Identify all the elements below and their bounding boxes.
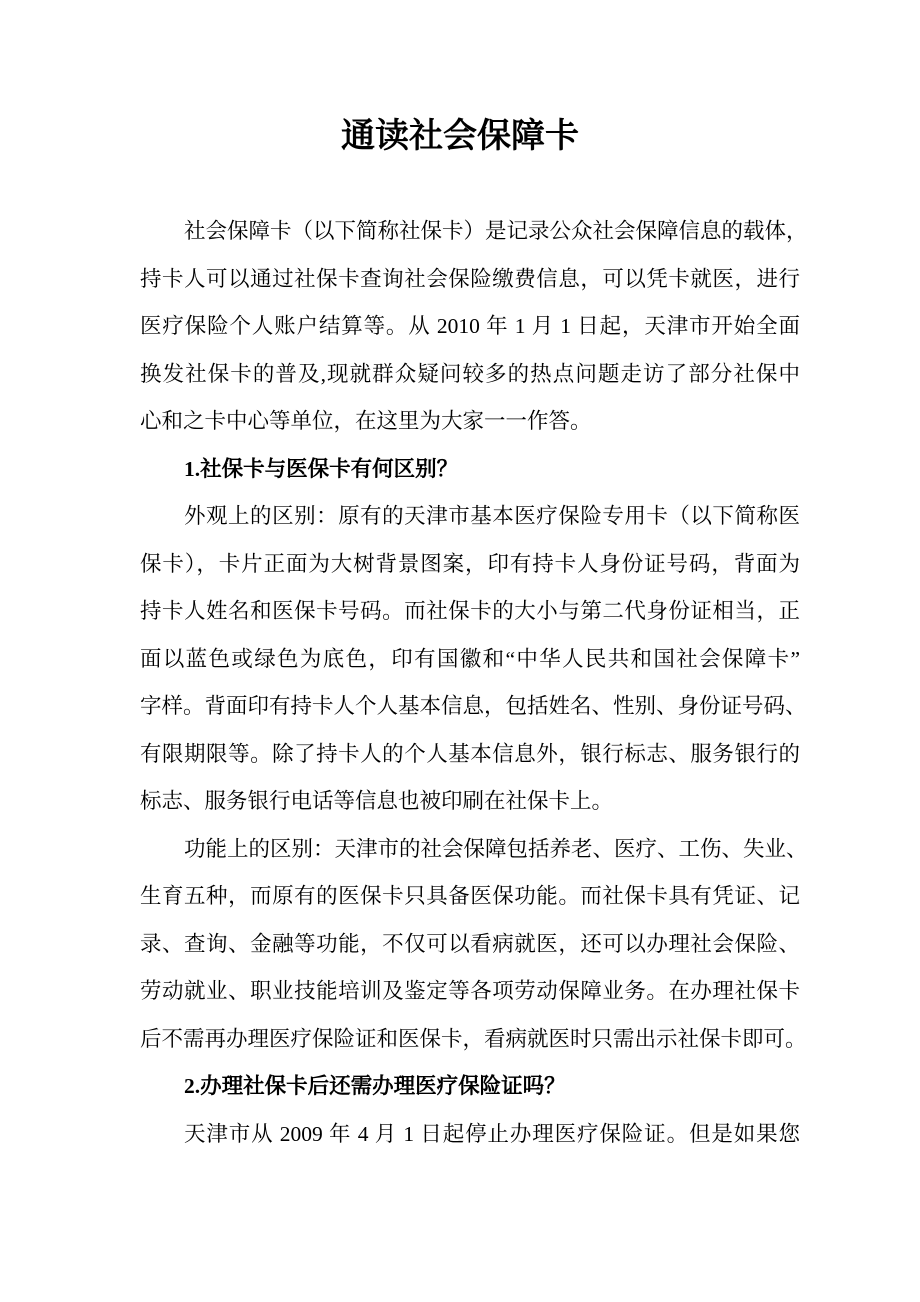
section-heading: 1.社保卡与医保卡有何区别？ [184, 456, 459, 481]
paragraph-line: 有限期限等。除了持卡人的个人基本信息外，银行标志、服务银行的 [140, 741, 800, 766]
paragraph-line: 劳动就业、职业技能培训及鉴定等各项劳动保障业务。在办理社保卡 [140, 979, 800, 1003]
paragraph-line: 标志、服务银行电话等信息也被印刷在社保卡上。 [140, 789, 614, 813]
paragraph-line: 字样。背面印有持卡人个人基本信息，包括姓名、性别、身份证号码、 [140, 694, 807, 718]
paragraph-line: 生育五种，而原有的医保卡只具备医保功能。而社保卡具有凭证、记 [140, 884, 800, 908]
paragraph-line: 外观上的区别：原有的天津市基本医疗保险专用卡（以下简称医 [184, 504, 800, 528]
paragraph-line: 持卡人姓名和医保卡号码。而社保卡的大小与第二代身份证相当，正 [140, 599, 800, 623]
paragraph-line: 录、查询、金融等功能，不仅可以看病就医，还可以办理社会保险、 [140, 931, 800, 956]
document-title: 通读社会保障卡 [341, 118, 579, 155]
paragraph-line: 医疗保险个人账户结算等。从 2010 年 1 月 1 日起，天津市开始全面 [140, 314, 800, 338]
paragraph-line: 天津市从 2009 年 4 月 1 日起停止办理医疗保险证。但是如果您 [184, 1121, 800, 1146]
document-body [140, 208, 808, 1158]
paragraph-line: 保卡），卡片正面为大树背景图案，印有持卡人身份证号码，背面为 [140, 551, 800, 576]
section-heading: 2.办理社保卡后还需办理医疗保险证吗？ [184, 1074, 566, 1098]
paragraph-line: 后不需再办理医疗保险证和医保卡，看病就医时只需出示社保卡即可。 [140, 1026, 807, 1051]
paragraph-line: 社会保障卡（以下简称社保卡）是记录公众社会保障信息的载体， [184, 219, 808, 243]
paragraph-line: 换发社保卡的普及,现就群众疑问较多的热点问题走访了部分社保中 [140, 361, 800, 386]
paragraph-line: 面以蓝色或绿色为底色，印有国徽和“中华人民共和国社会保障卡” [140, 646, 800, 671]
paragraph-line: 心和之卡中心等单位，在这里为大家一一作答。 [140, 409, 592, 433]
paragraph-line: 持卡人可以通过社保卡查询社会保险缴费信息，可以凭卡就医，进行 [140, 266, 800, 291]
paragraph-line: 功能上的区别：天津市的社会保障包括养老、医疗、工伤、失业、 [184, 836, 808, 861]
